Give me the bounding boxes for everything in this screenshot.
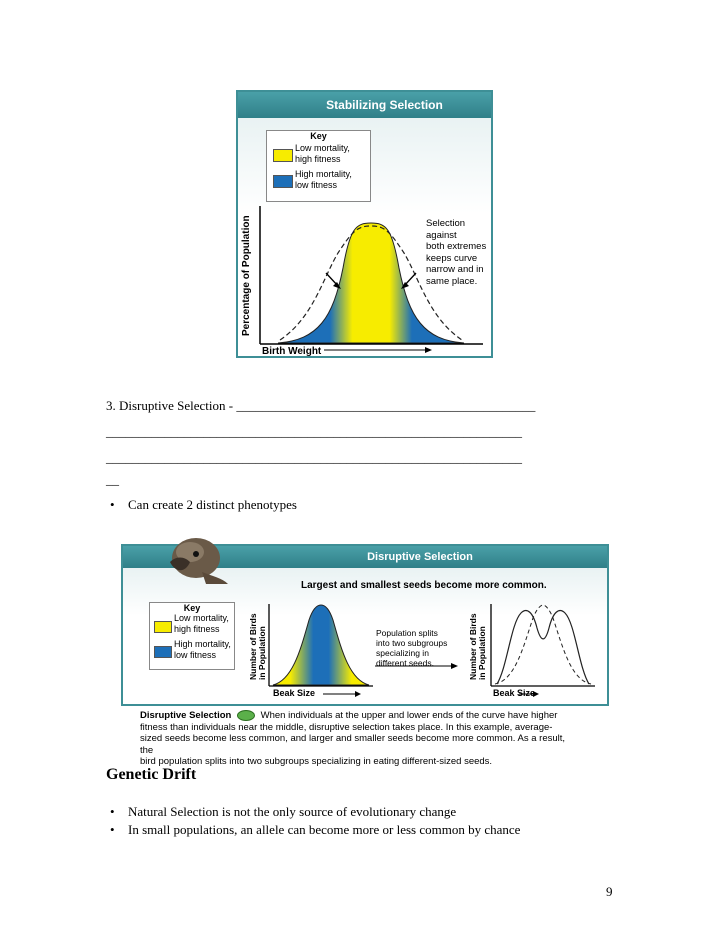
fitness-key [266,130,371,202]
key-low-label: Low mortality, high fitness [295,143,350,164]
figure-title: Disruptive Selection [123,546,607,568]
middle-annotation: Population splits into two subgroups specializing in different seeds. [376,628,448,668]
figure-caption [140,710,570,768]
bullet-icon: • [110,804,115,819]
bird-head-icon [166,532,236,588]
split-curve [497,611,589,684]
y-axis-label-left: Number of Birds in Population [248,613,267,680]
answer-blank-3: ________________________________________________________________ [106,450,522,465]
bullet-item: • In small populations, an allele can become more or less common by chance [110,822,521,837]
fitness-curve-fill [273,605,369,685]
y-axis-label: Percentage of Population [241,215,252,336]
caption-line-3: sized seeds become less common, and larger and smaller seeds become more common. As a result, the [140,733,566,756]
key-high-label: High mortality, low fitness [295,169,352,190]
disruptive-selection-prompt [106,398,535,414]
caption-term: Disruptive Selection [140,710,232,722]
green-eye-icon [237,710,255,721]
bullet-item: • Can create 2 distinct phenotypes [110,497,297,512]
key-title: Key [310,131,327,141]
figure-subtitle: Largest and smallest seeds become more common. [301,580,547,591]
key-title: Key [183,603,201,613]
bullet-icon: • [110,497,115,512]
page-number: 9 [606,884,613,899]
disruptive-curves-graphic [123,568,607,704]
bullet-icon: • [110,822,115,837]
answer-blank-1: ______________________________________________ [236,398,536,413]
caption-line-4: bird population splits into two subgroups specializing in eating different-sized seeds. [140,756,493,768]
x-axis-label-right: Beak Size [493,688,536,698]
answer-blank-2: ________________________________________________________________ [106,424,522,439]
y-axis-label-right: Number of Birds in Population [468,613,487,680]
high-mortality-swatch [273,175,293,188]
genetic-drift-heading: Genetic Drift [106,766,197,783]
stabilizing-chart [238,118,491,356]
x-axis-label: Birth Weight [262,346,322,357]
key-high-label: High mortality, low fitness [174,639,231,660]
prompt-label: 3. Disruptive Selection - [106,398,237,413]
bullet-item: • Natural Selection is not the only source of evolutionary change [110,804,457,819]
caption-line-1: Disruptive Selection When individuals at the upper and lower ends of the curve have higher [140,710,558,722]
low-mortality-swatch [273,149,293,162]
stabilizing-selection-figure [236,90,493,358]
answer-blank-4: __ [106,472,119,487]
x-axis-label-left: Beak Size [273,688,316,698]
selection-annotation: Selection against both extremes keeps curve narrow and in same place. [426,218,487,287]
figure-title: Stabilizing Selection [238,92,491,118]
disruptive-figure-body [123,568,607,704]
key-low-label: Low mortality, high fitness [174,613,229,634]
caption-line-2: fitness than individuals near the middle, disruptive selection takes place. In this example, average- [140,721,553,733]
